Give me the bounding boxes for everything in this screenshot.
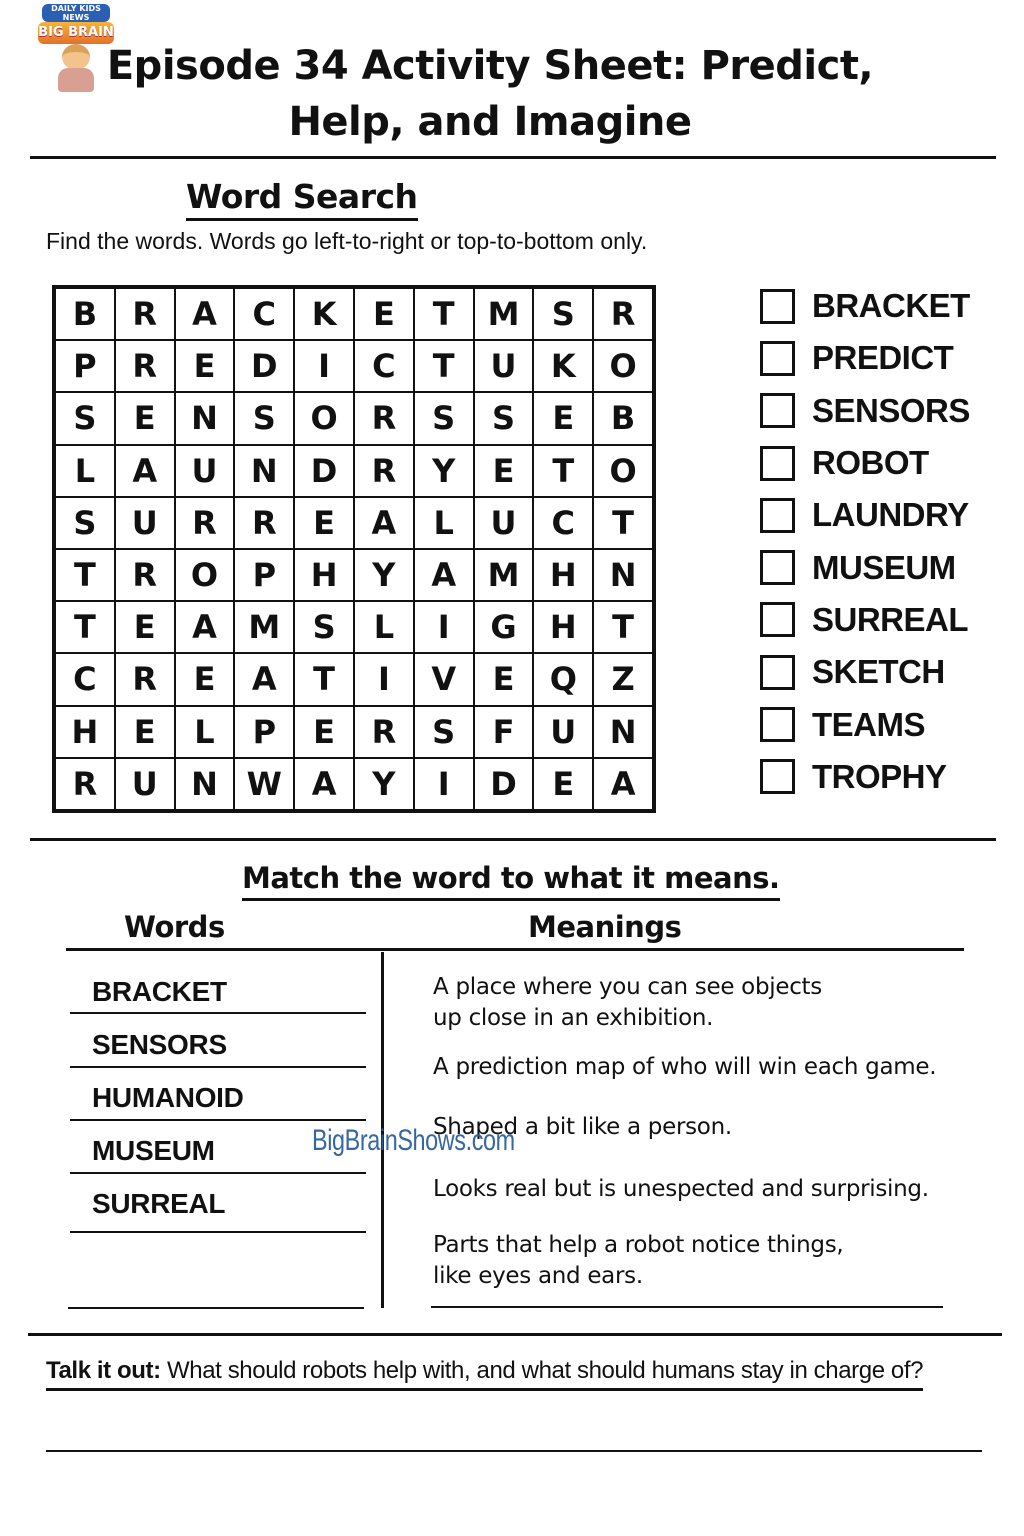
grid-cell[interactable]: E [115, 392, 175, 444]
word-list-item[interactable] [760, 385, 1000, 437]
match-word[interactable]: BRACKET [92, 976, 227, 1007]
checkbox[interactable] [760, 289, 795, 324]
grid-cell[interactable]: K [533, 340, 593, 392]
match-word[interactable]: SURREAL [92, 1188, 226, 1219]
grid-cell[interactable]: A [234, 653, 294, 705]
grid-cell[interactable]: T [593, 601, 653, 653]
logo-line1: DAILY KIDS [51, 4, 101, 13]
grid-cell[interactable]: R [115, 653, 175, 705]
grid-cell[interactable]: D [294, 445, 354, 497]
word-list-label: TEAMS [812, 705, 925, 743]
word-line [70, 1119, 366, 1121]
grid-cell[interactable]: A [115, 445, 175, 497]
grid-cell[interactable]: R [354, 392, 414, 444]
meaning-text: Parts that help a robot notice things, [433, 1232, 844, 1258]
table-header-rule [66, 948, 964, 951]
grid-cell[interactable]: C [234, 288, 294, 340]
grid-cell[interactable]: N [593, 706, 653, 758]
grid-cell[interactable]: I [414, 758, 474, 810]
word-list-label: SURREAL [812, 600, 969, 638]
logo-banner [42, 4, 110, 22]
grid-cell[interactable]: A [414, 549, 474, 601]
grid-cell[interactable]: N [593, 549, 653, 601]
grid-cell[interactable]: A [593, 758, 653, 810]
grid-cell[interactable]: E [533, 758, 593, 810]
grid-cell[interactable]: T [414, 340, 474, 392]
grid-cell[interactable]: U [474, 497, 534, 549]
talk-it-out-prompt [46, 1354, 923, 1391]
checkbox[interactable] [760, 550, 795, 585]
mascot-body-icon [58, 68, 94, 92]
divider [30, 838, 996, 841]
meaning-line [431, 1306, 943, 1308]
talk-it-out-question: What should robots help with, and what should humans stay in charge of? [160, 1357, 924, 1384]
grid-cell[interactable]: M [234, 601, 294, 653]
grid-cell[interactable]: U [474, 340, 534, 392]
grid-cell[interactable]: Y [354, 758, 414, 810]
grid-cell[interactable]: R [115, 340, 175, 392]
word-line [70, 1172, 366, 1174]
grid-cell[interactable]: E [115, 706, 175, 758]
checkbox[interactable] [760, 602, 795, 637]
checkbox[interactable] [760, 393, 795, 428]
watermark: BigBrainShows.com [312, 1124, 515, 1157]
grid-cell[interactable]: C [55, 653, 115, 705]
logo-line2: NEWS [62, 13, 90, 22]
word-list-label: SKETCH [812, 653, 945, 691]
meaning-item[interactable] [433, 1230, 973, 1292]
grid-cell[interactable]: R [354, 445, 414, 497]
grid-cell[interactable]: H [533, 601, 593, 653]
grid-cell[interactable]: A [175, 288, 235, 340]
grid-cell[interactable]: U [175, 445, 235, 497]
grid-cell[interactable]: S [533, 288, 593, 340]
grid-cell[interactable]: O [294, 392, 354, 444]
grid-cell[interactable]: A [294, 758, 354, 810]
grid-cell[interactable]: R [234, 497, 294, 549]
meaning-text: up close in an exhibition. [433, 1005, 714, 1031]
grid-cell[interactable]: Y [414, 445, 474, 497]
grid-cell[interactable]: R [115, 288, 175, 340]
grid-cell[interactable]: O [593, 445, 653, 497]
meaning-item[interactable] [433, 1052, 973, 1083]
meanings-column-header: Meanings [528, 910, 682, 944]
checkbox[interactable] [760, 707, 795, 742]
grid-cell[interactable]: A [354, 497, 414, 549]
checkbox[interactable] [760, 341, 795, 376]
grid-cell[interactable]: W [234, 758, 294, 810]
grid-cell[interactable]: R [354, 706, 414, 758]
answer-line[interactable] [46, 1450, 982, 1452]
grid-cell[interactable]: T [593, 497, 653, 549]
grid-cell[interactable]: E [115, 601, 175, 653]
word-list-label: TROPHY [812, 757, 947, 795]
meaning-text: A prediction map of who will win each game. [433, 1054, 937, 1080]
match-word[interactable]: MUSEUM [92, 1135, 215, 1166]
grid-cell[interactable]: S [474, 392, 534, 444]
checkbox[interactable] [760, 759, 795, 794]
word-line [70, 1231, 366, 1233]
divider [30, 156, 996, 159]
grid-cell[interactable]: T [294, 653, 354, 705]
grid-cell[interactable]: L [354, 601, 414, 653]
grid-cell[interactable]: E [354, 288, 414, 340]
grid-cell[interactable]: K [294, 288, 354, 340]
word-line [70, 1066, 366, 1068]
grid-cell[interactable]: S [414, 706, 474, 758]
grid-cell[interactable]: U [533, 706, 593, 758]
grid-cell[interactable]: D [234, 340, 294, 392]
word-search-heading: Word Search [186, 176, 418, 221]
grid-cell[interactable]: E [175, 653, 235, 705]
word-list-item[interactable] [760, 541, 1000, 593]
grid-cell[interactable]: Z [593, 653, 653, 705]
grid-cell[interactable]: F [474, 706, 534, 758]
word-list-item[interactable] [760, 698, 1000, 750]
grid-cell[interactable]: O [175, 549, 235, 601]
grid-cell[interactable]: S [55, 497, 115, 549]
checkbox[interactable] [760, 498, 795, 533]
grid-cell[interactable]: T [414, 288, 474, 340]
word-list-item[interactable] [760, 751, 1000, 803]
grid-cell[interactable]: L [175, 706, 235, 758]
grid-cell[interactable]: U [115, 497, 175, 549]
word-line [68, 1307, 364, 1309]
grid-cell[interactable]: Q [533, 653, 593, 705]
grid-cell[interactable]: B [55, 288, 115, 340]
grid-cell[interactable]: D [474, 758, 534, 810]
grid-cell[interactable]: E [175, 340, 235, 392]
grid-cell[interactable]: Y [354, 549, 414, 601]
word-list-label: PREDICT [812, 339, 954, 377]
grid-cell[interactable]: E [474, 445, 534, 497]
grid-cell[interactable]: C [533, 497, 593, 549]
grid-cell[interactable]: E [294, 497, 354, 549]
grid-cell[interactable]: L [55, 445, 115, 497]
page-title: Episode 34 Activity Sheet: Predict, Help, and Imagine [106, 43, 874, 145]
word-search-instructions: Find the words. Words go left-to-right or top-to-bottom only. [46, 228, 648, 254]
word-list-item[interactable] [760, 646, 1000, 698]
word-list [760, 280, 1000, 803]
grid-cell[interactable]: G [474, 601, 534, 653]
grid-cell[interactable]: M [474, 549, 534, 601]
grid-cell[interactable]: I [294, 340, 354, 392]
word-list-item[interactable] [760, 437, 1000, 489]
grid-cell[interactable]: H [533, 549, 593, 601]
grid-cell[interactable]: N [175, 758, 235, 810]
grid-cell[interactable]: R [593, 288, 653, 340]
grid-cell[interactable]: I [414, 601, 474, 653]
grid-cell[interactable]: P [234, 706, 294, 758]
match-word[interactable]: HUMANOID [92, 1082, 244, 1113]
grid-cell[interactable]: T [55, 549, 115, 601]
grid-cell[interactable]: H [55, 706, 115, 758]
word-list-label: LAUNDRY [812, 496, 969, 534]
mascot-head-icon [62, 44, 90, 70]
grid-cell[interactable]: H [294, 549, 354, 601]
word-list-item[interactable] [760, 594, 1000, 646]
grid-cell[interactable]: B [593, 392, 653, 444]
grid-cell[interactable]: S [55, 392, 115, 444]
meaning-text: A place where you can see objects [433, 974, 822, 1000]
grid-cell[interactable]: R [175, 497, 235, 549]
checkbox[interactable] [760, 655, 795, 690]
checkbox[interactable] [760, 446, 795, 481]
grid-cell[interactable]: E [474, 653, 534, 705]
grid-cell[interactable]: N [234, 445, 294, 497]
grid-cell[interactable]: L [414, 497, 474, 549]
grid-cell[interactable]: E [533, 392, 593, 444]
grid-cell[interactable]: R [115, 549, 175, 601]
meaning-item[interactable] [433, 1174, 973, 1205]
word-list-label: SENSORS [812, 391, 970, 429]
grid-cell[interactable]: S [294, 601, 354, 653]
word-line [70, 1012, 366, 1014]
words-column-header: Words [124, 910, 225, 944]
word-list-item[interactable] [760, 489, 1000, 541]
meaning-item[interactable] [433, 972, 973, 1034]
grid-cell[interactable]: T [55, 601, 115, 653]
talk-it-out-label: Talk it out: [46, 1357, 161, 1384]
grid-cell[interactable]: C [354, 340, 414, 392]
meaning-text: Shaped a bit like a person. [433, 1114, 732, 1140]
match-word[interactable]: SENSORS [92, 1029, 227, 1060]
grid-cell[interactable]: P [234, 549, 294, 601]
grid-cell[interactable]: I [354, 653, 414, 705]
word-list-label: MUSEUM [812, 548, 956, 586]
matching-heading: Match the word to what it means. [242, 858, 780, 901]
grid-cell[interactable]: N [175, 392, 235, 444]
word-list-item[interactable] [760, 332, 1000, 384]
grid-cell[interactable]: T [533, 445, 593, 497]
grid-cell[interactable]: S [414, 392, 474, 444]
logo-brand: BIG BRAIN [38, 22, 114, 44]
grid-cell[interactable]: M [474, 288, 534, 340]
word-list-label: ROBOT [812, 444, 929, 482]
meaning-text: Looks real but is unespected and surprising. [433, 1176, 929, 1202]
grid-cell[interactable]: S [234, 392, 294, 444]
grid-cell[interactable]: U [115, 758, 175, 810]
grid-cell[interactable]: E [294, 706, 354, 758]
word-list-item[interactable] [760, 280, 1000, 332]
meaning-text: like eyes and ears. [433, 1263, 643, 1289]
grid-cell[interactable]: O [593, 340, 653, 392]
grid-cell[interactable]: V [414, 653, 474, 705]
divider [28, 1333, 1002, 1336]
grid-cell[interactable]: A [175, 601, 235, 653]
word-list-label: BRACKET [812, 287, 970, 325]
word-search-grid[interactable] [52, 285, 656, 813]
grid-cell[interactable]: R [55, 758, 115, 810]
grid-cell[interactable]: P [55, 340, 115, 392]
